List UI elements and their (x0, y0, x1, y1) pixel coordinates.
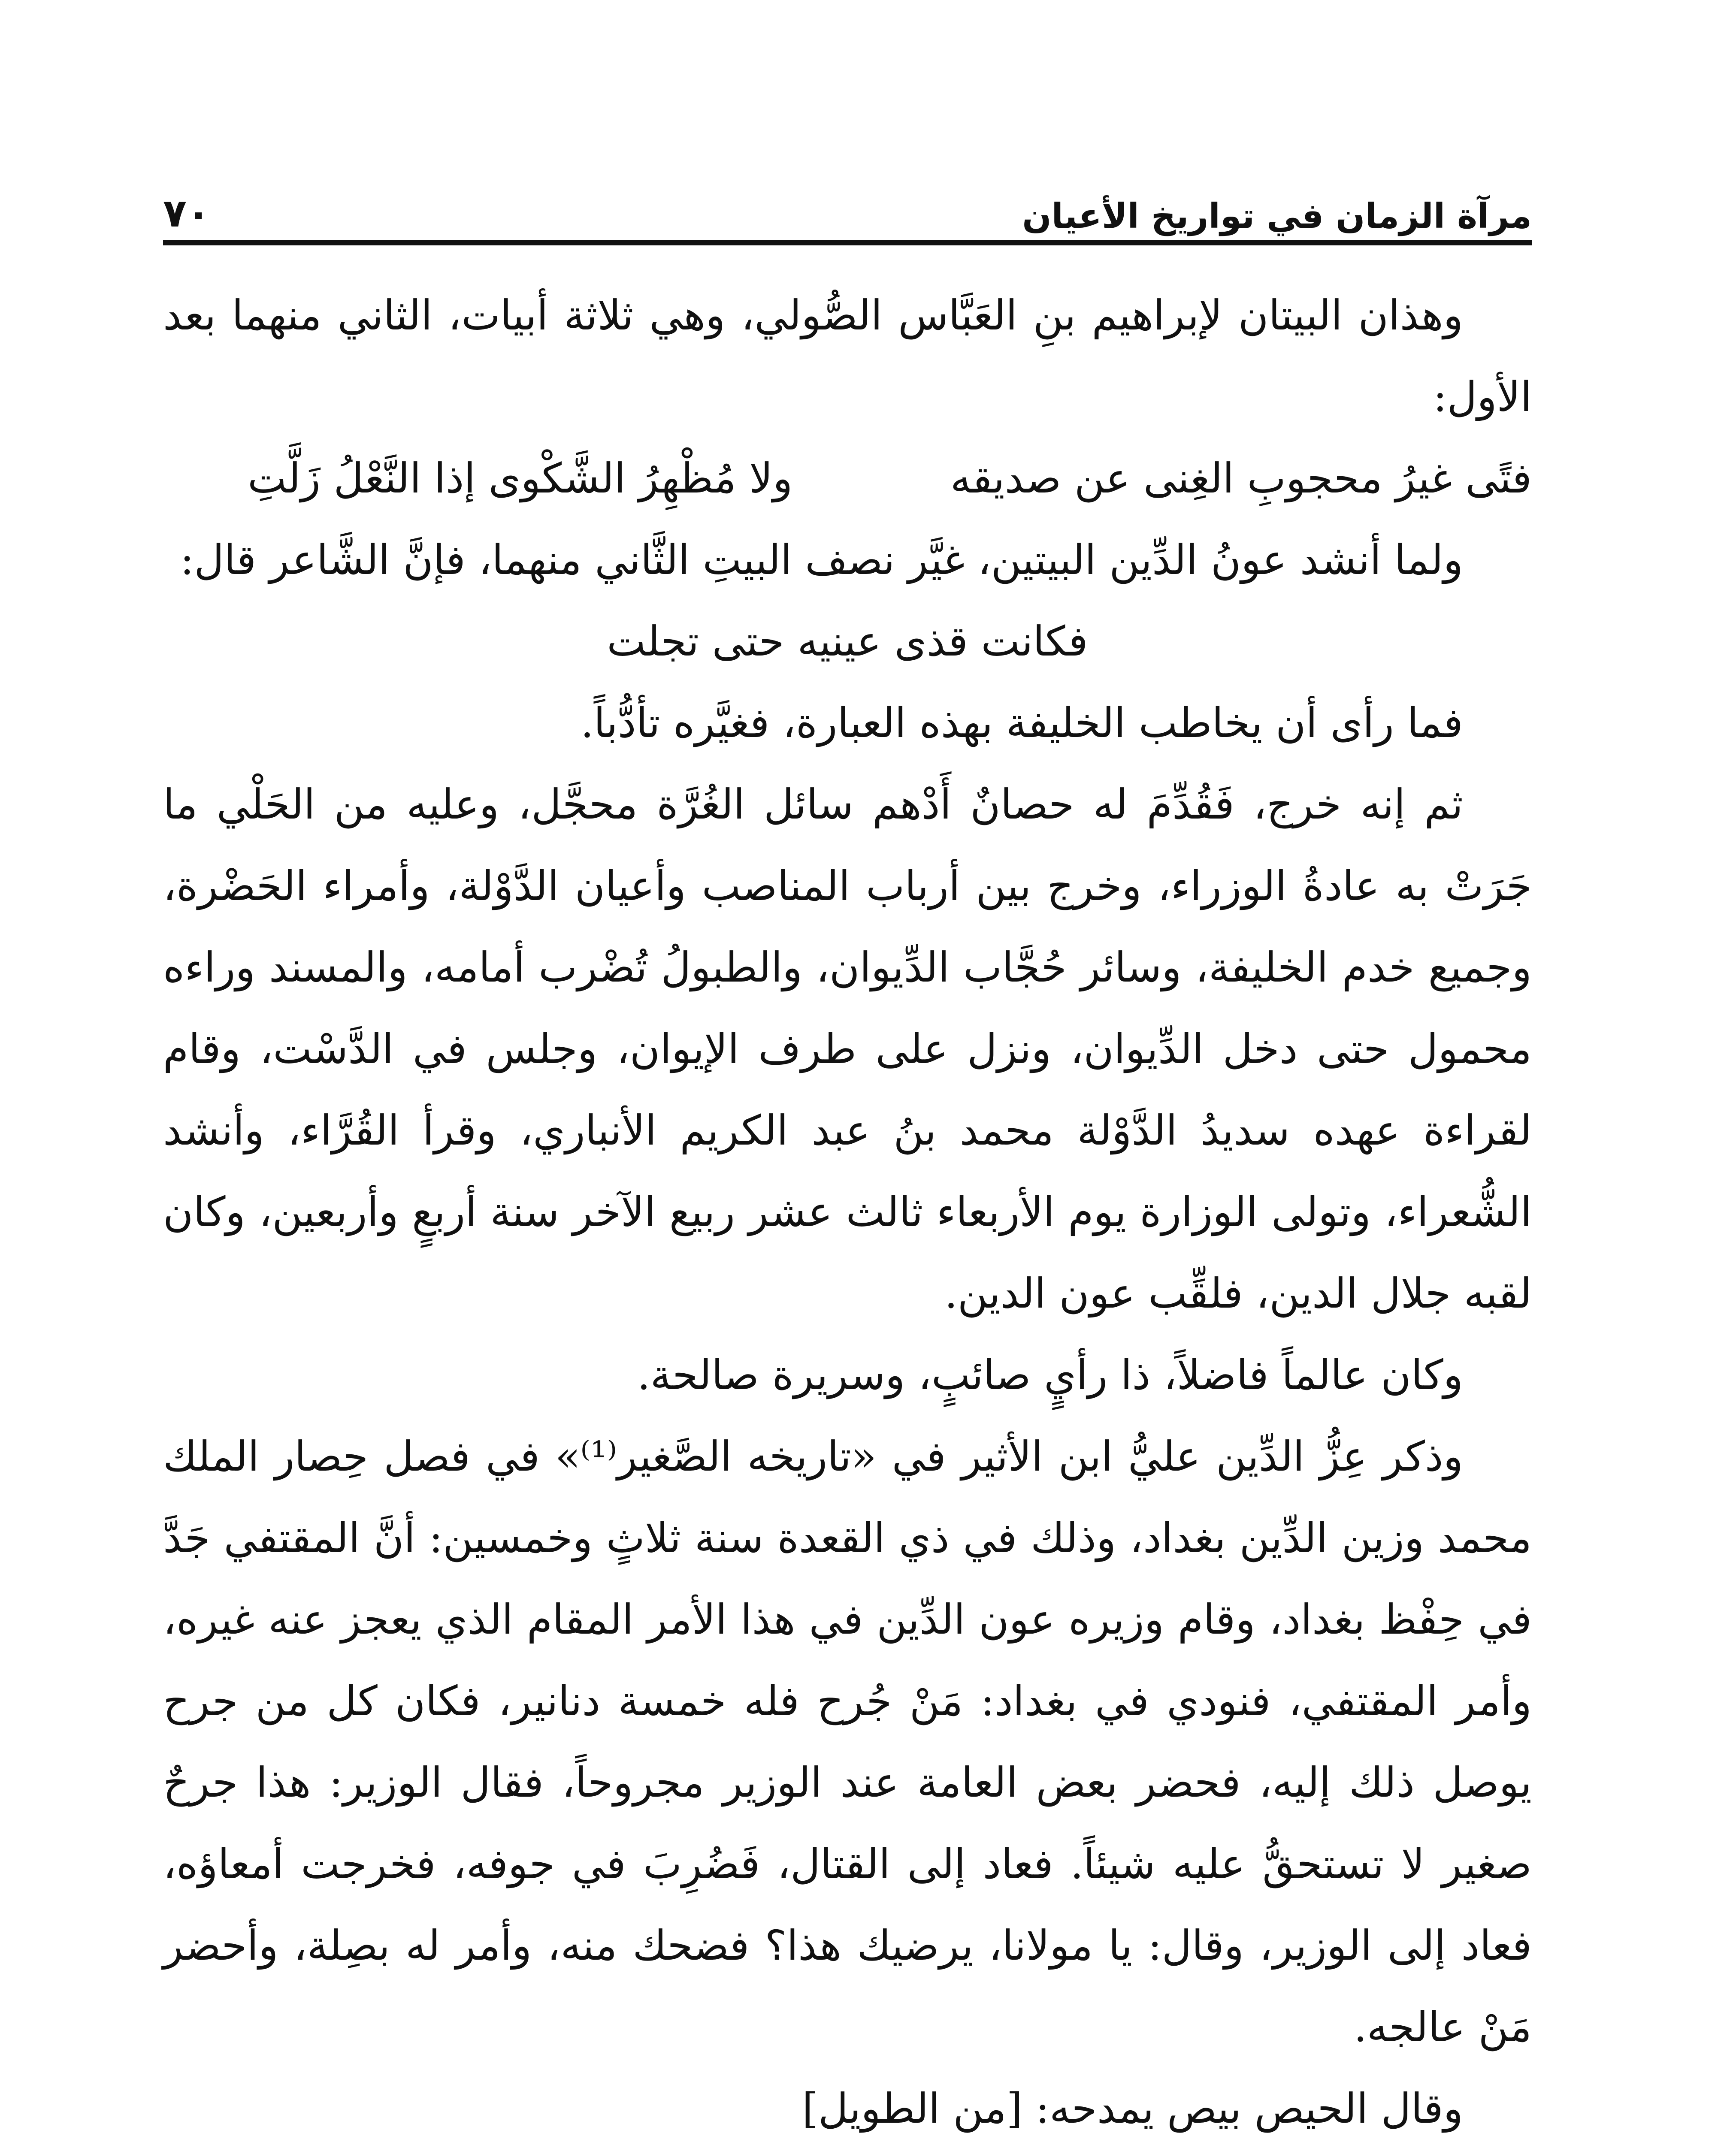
paragraph: وقال الحيص بيص يمدحه: [من الطويل] (802, 2085, 1463, 2133)
verse-half: فكانت قذى عينيه حتى تجلت (607, 617, 1088, 665)
book-title: مرآة الزمان في تواريخ الأعيان (1022, 196, 1532, 236)
body-text (163, 275, 1532, 2145)
header-rule (163, 240, 1532, 245)
verse-line-changed (163, 601, 1532, 682)
page-header (163, 172, 1532, 236)
paragraph: ولما أنشد عونُ الدِّين البيتين، غيَّر نصف البيتِ الثَّاني منهما، فإنَّ الشَّاعر قال: (180, 536, 1463, 584)
page-number: ٧٠ (163, 191, 210, 236)
paragraph: وذكر عِزُّ الدِّين عليُّ ابن الأثير في «تاريخه الصَّغير⁽¹⁾» في فصل حِصار الملك محمد وزين الدِّين بغداد، وذلك في ذي القعدة سنة ثلاثٍ وخمسين: أنَّ المقتفي جَدَّ في حِفْظ بغداد، وقام وزيره عون الدِّين في هذا الأمر المقام الذي يعجز عنه غيره، وأمر المقتفي، فنودي في بغداد: مَنْ جُرح فله خمسة دنانير، فكان كل من جرح يوصل ذلك إليه، فحضر بعض العامة عند الوزير مجروحاً، فقال الوزير: هذا جرحٌ صغير لا تستحقُّ عليه شيئاً. فعاد إلى القتال، فَضُرِبَ في جوفه، فخرجت أمعاؤه، فعاد إلى الوزير، وقال: يا مولانا، يرضيك هذا؟ فضحك منه، وأمر له بصِلة، وأحضر مَنْ عالجه. (163, 1432, 1532, 2051)
paragraph: وهذان البيتان لإبراهيم بنِ العَبَّاس الصُّولي، وهي ثلاثة أبيات، الثاني منهما بعد الأول: (163, 291, 1532, 421)
paragraph: ثم إنه خرج، فَقُدِّمَ له حصانٌ أَدْهم سائل الغُرَّة محجَّل، وعليه من الحَلْي ما جَرَتْ به عادةُ الوزراء، وخرج بين أرباب المناصب وأعيان الدَّوْلة، وأمراء الحَضْرة، وجميع خدم الخليفة، وسائر حُجَّاب الدِّيوان، والطبولُ تُضْرب أمامه، والمسند وراءه محمول حتى دخل الدِّيوان، ونزل على طرف الإيوان، وجلس في الدَّسْت، وقام لقراءة عهده سديدُ الدَّوْلة محمد بنُ عبد الكريم الأنباري، وقرأ القُرَّاء، وأنشد الشُّعراء، وتولى الوزارة يوم الأربعاء ثالث عشر ربيع الآخر سنة أربعٍ وأربعين، وكان لقبه جلال الدين، فلقِّب عون الدين. (163, 780, 1532, 1317)
verse-second-half: ولا مُظْهِرُ الشَّكْوى إذا النَّعْلُ زَلَّتِ (248, 454, 793, 502)
paragraph: فما رأى أن يخاطب الخليفة بهذه العبارة، فغيَّره تأدُّباً. (581, 699, 1463, 747)
paragraph: وكان عالماً فاضلاً، ذا رأيٍ صائبٍ، وسريرة صالحة. (637, 1351, 1463, 1399)
verse-first-half: فتًى غيرُ محجوبِ الغِنى عن صديقه (950, 454, 1532, 502)
verse-line (163, 438, 1532, 519)
